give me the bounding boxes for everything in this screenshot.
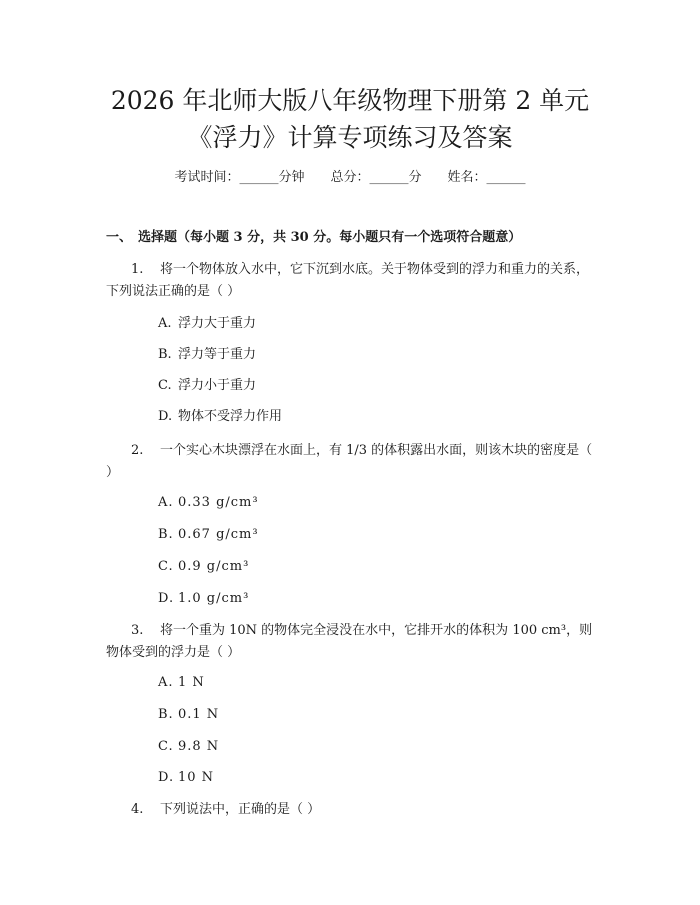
option-1d: D. 物体不受浮力作用 — [158, 409, 283, 424]
question-number: 4. — [131, 802, 144, 817]
question-text: 一个实心木块漂浮在水面上，有 1/3 的体积露出水面，则该木块的密度是（ ） — [106, 443, 593, 480]
section-heading — [106, 229, 521, 247]
question-4 — [106, 799, 601, 821]
question-number: 3. — [131, 623, 144, 638]
option-1b: B. 浮力等于重力 — [158, 347, 257, 362]
question-text: 将一个重为 10N 的物体完全浸没在水中，它排开水的体积为 100 cm³，则物体受到的浮力是（ ） — [106, 623, 593, 660]
question-text: 将一个物体放入水中，它下沉到水底。关于物体受到的浮力和重力的关系，下列说法正确的是（ ） — [106, 262, 590, 299]
option-2b: B. 0.67 g/cm³ — [158, 527, 259, 542]
exam-score: 总分：______分 — [330, 170, 422, 185]
question-3 — [106, 620, 601, 664]
title-line-2: 《浮力》计算专项练习及答案 — [187, 123, 513, 152]
option-1c: C. 浮力小于重力 — [158, 378, 257, 393]
question-1 — [106, 259, 601, 303]
exam-time: 考试时间：______分钟 — [174, 170, 305, 185]
exam-meta — [0, 169, 700, 187]
option-2a: A. 0.33 g/cm³ — [158, 495, 259, 510]
question-number: 1. — [131, 262, 144, 277]
option-3d: D. 10 N — [158, 770, 215, 785]
question-2 — [106, 440, 601, 484]
option-3c: C. 9.8 N — [158, 739, 220, 754]
title-line-1: 2026 年北师大版八年级物理下册第 2 单元 — [110, 86, 590, 115]
option-2d: D. 1.0 g/cm³ — [158, 591, 250, 606]
option-3a: A. 1 N — [158, 675, 205, 690]
section-title: 选择题（每小题 3 分，共 30 分。每小题只有一个选项符合题意） — [138, 230, 522, 245]
option-1a: A. 浮力大于重力 — [158, 316, 257, 331]
option-2c: C. 0.9 g/cm³ — [158, 559, 250, 574]
question-text: 下列说法中，正确的是（ ） — [160, 802, 321, 817]
question-number: 2. — [131, 443, 144, 458]
student-name: 姓名：______ — [447, 170, 526, 185]
section-number: 一、 — [106, 230, 133, 245]
option-3b: B. 0.1 N — [158, 707, 220, 722]
